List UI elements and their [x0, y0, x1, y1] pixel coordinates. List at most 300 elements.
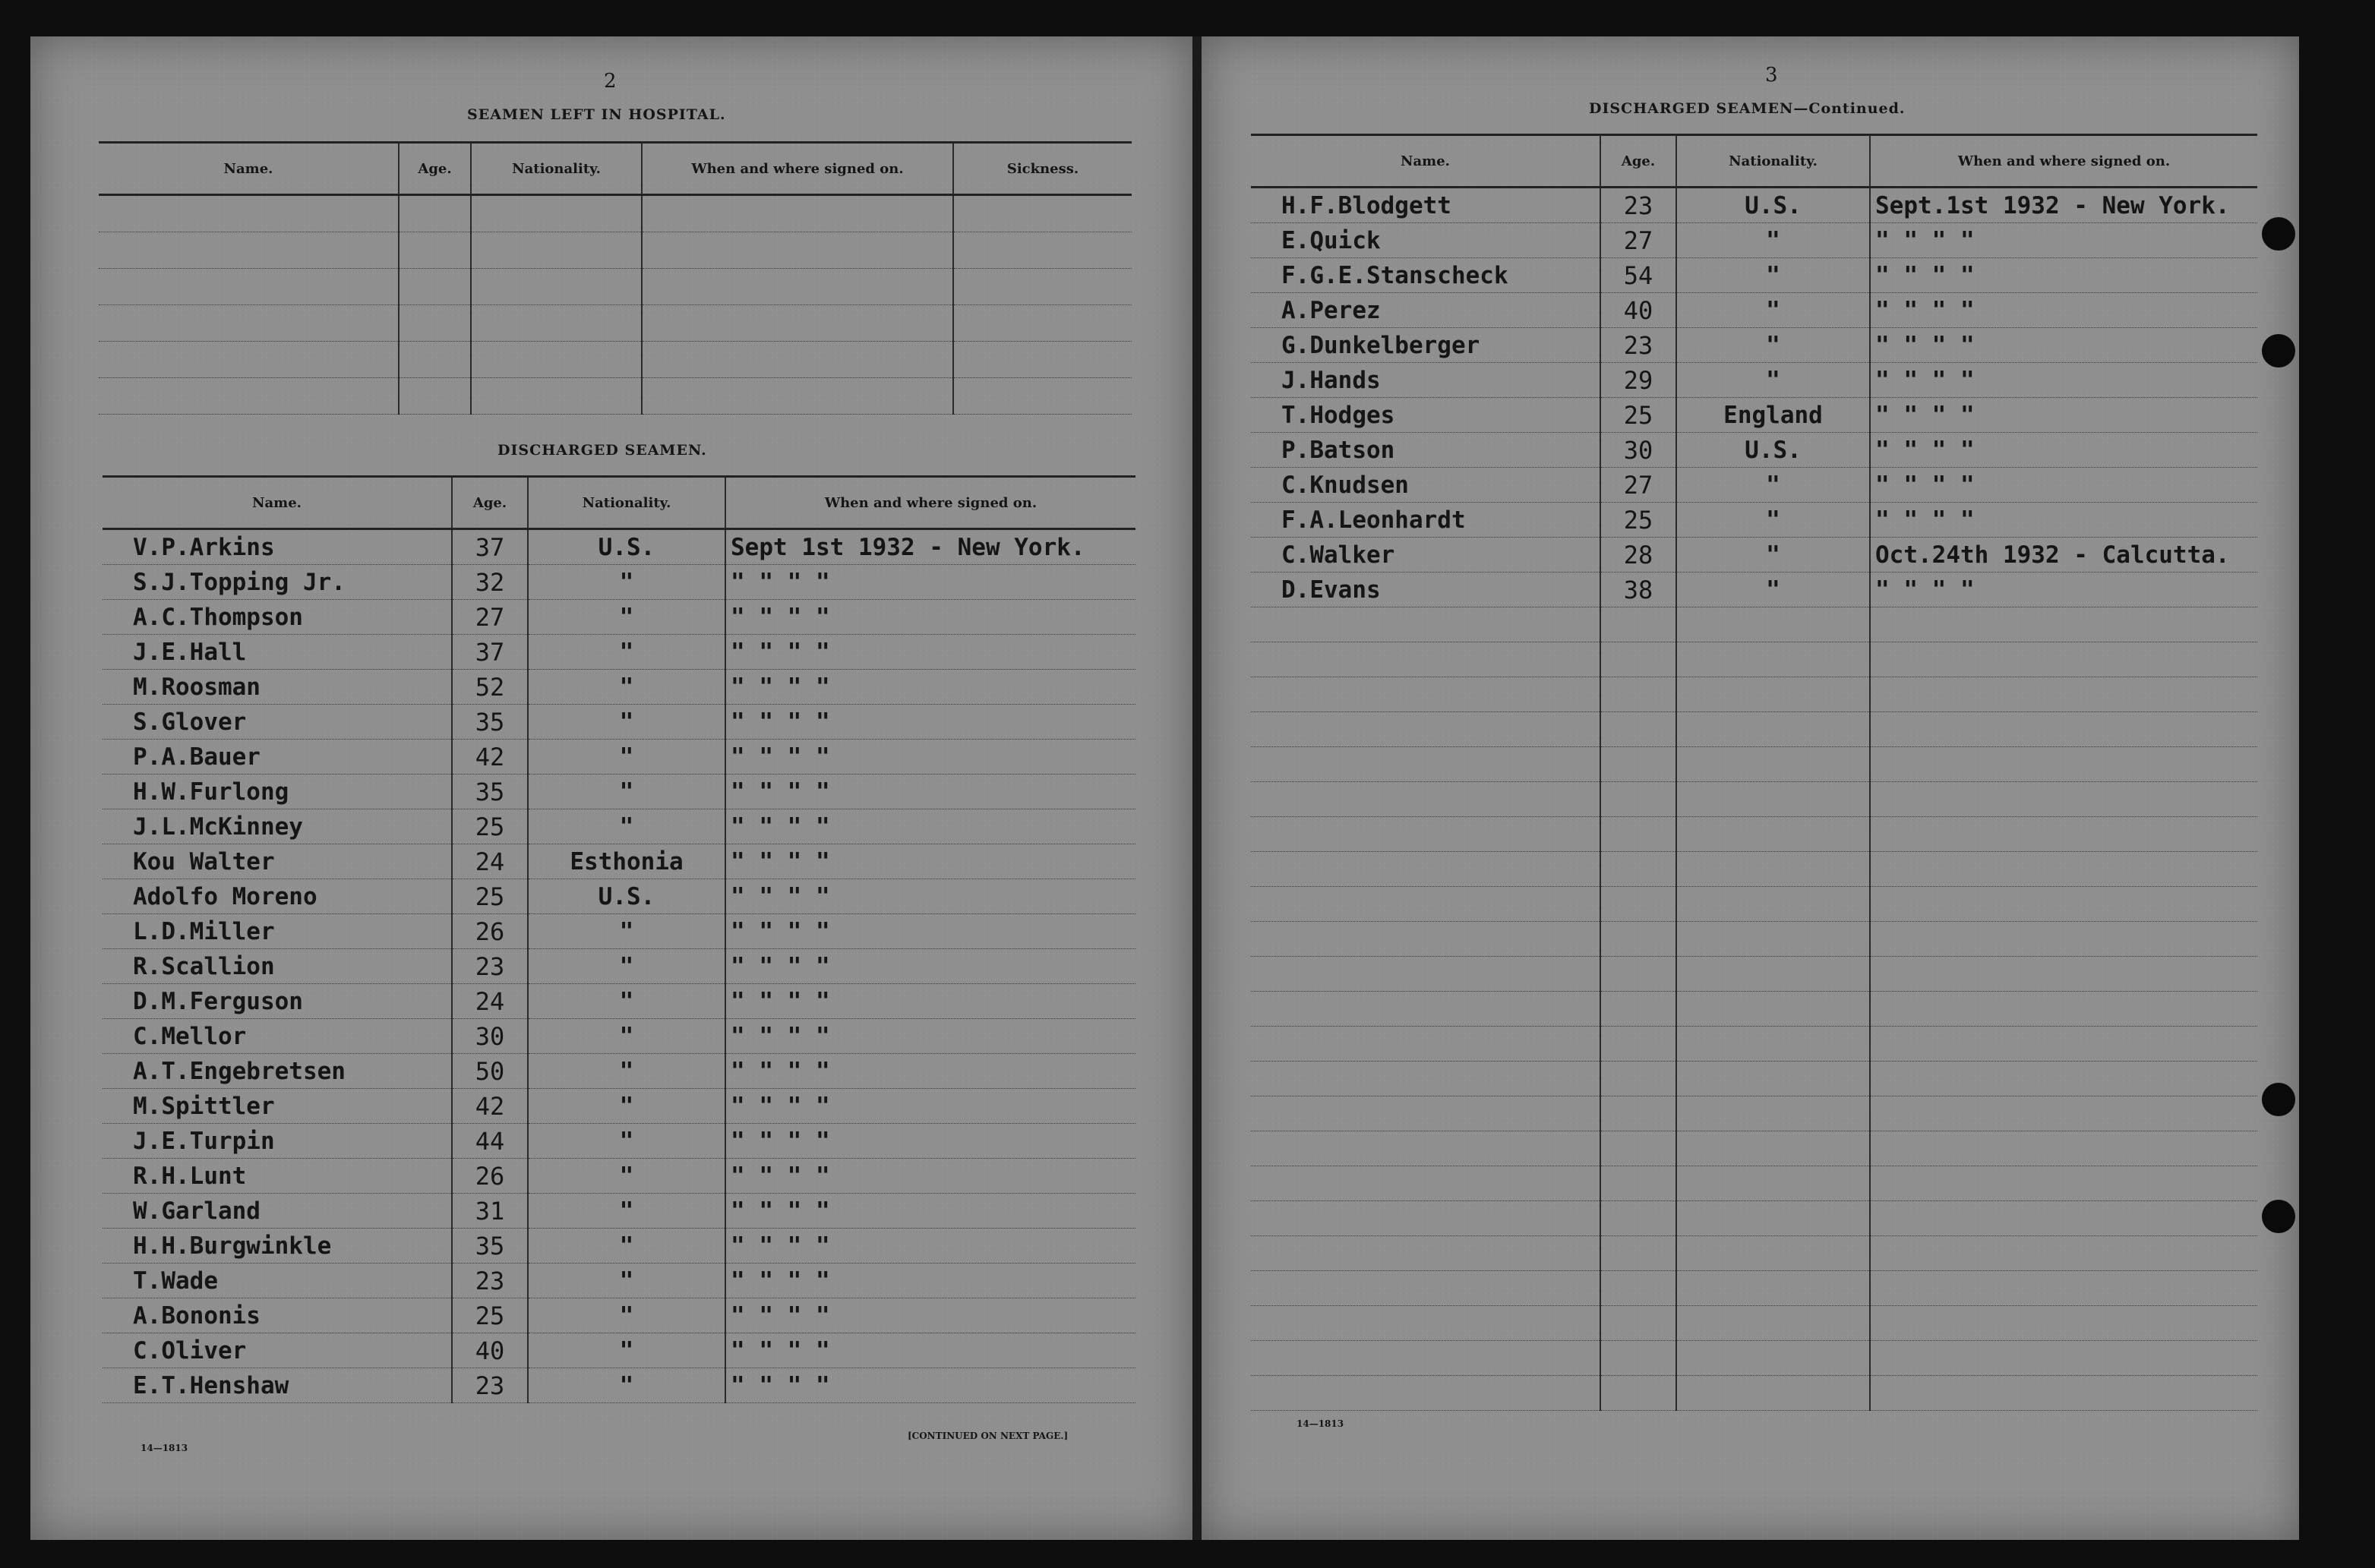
seaman-age: 40	[452, 1333, 528, 1368]
blank-cell	[1870, 712, 2257, 747]
signed-on: " " " "	[1870, 223, 2257, 258]
blank-cell	[642, 269, 953, 305]
seaman-nationality: "	[1676, 573, 1870, 607]
blank-cell	[1600, 1306, 1676, 1341]
blank-cell	[1870, 922, 2257, 957]
blank-cell	[642, 342, 953, 378]
blank-cell	[1676, 782, 1870, 817]
signed-on: " " " "	[725, 1229, 1135, 1264]
seaman-age: 25	[1600, 398, 1676, 433]
blank-cell	[1251, 712, 1600, 747]
seaman-row	[103, 565, 1135, 600]
signed-on: Sept.1st 1932 - New York.	[1870, 188, 2257, 223]
blank-cell	[1600, 1201, 1676, 1236]
column-header: Nationality.	[1676, 135, 1870, 188]
blank-cell	[1676, 922, 1870, 957]
seaman-age: 23	[452, 949, 528, 984]
seaman-name: C.Walker	[1251, 538, 1600, 573]
seaman-age: 23	[1600, 188, 1676, 223]
seaman-nationality: "	[528, 984, 725, 1019]
blank-row	[1251, 607, 2257, 642]
blank-cell	[1676, 1236, 1870, 1271]
seaman-nationality: "	[528, 740, 725, 775]
blank-cell	[1676, 957, 1870, 992]
seaman-row	[103, 1054, 1135, 1089]
signed-on: " " " "	[725, 1264, 1135, 1298]
seaman-row	[103, 809, 1135, 844]
blank-cell	[399, 342, 471, 378]
blank-cell	[1251, 1096, 1600, 1131]
signed-on: " " " "	[725, 705, 1135, 740]
seaman-name: J.E.Hall	[103, 635, 452, 670]
blank-cell	[953, 195, 1132, 232]
blank-cell	[1251, 1201, 1600, 1236]
seaman-name: A.C.Thompson	[103, 600, 452, 635]
column-header: Nationality.	[528, 477, 725, 529]
signed-on: " " " "	[1870, 503, 2257, 538]
blank-cell	[1600, 957, 1676, 992]
blank-cell	[1676, 817, 1870, 852]
seaman-row	[103, 1124, 1135, 1159]
seaman-row	[1251, 468, 2257, 503]
seaman-nationality: "	[528, 1054, 725, 1089]
seaman-row	[1251, 573, 2257, 607]
column-header: Name.	[99, 143, 399, 195]
blank-cell	[1870, 852, 2257, 887]
seaman-nationality: "	[528, 1089, 725, 1124]
blank-cell	[953, 342, 1132, 378]
blank-cell	[1251, 1271, 1600, 1306]
seaman-row	[103, 914, 1135, 949]
blank-cell	[1251, 1166, 1600, 1201]
seaman-name: H.W.Furlong	[103, 775, 452, 809]
seaman-age: 24	[452, 984, 528, 1019]
column-header: Nationality.	[471, 143, 642, 195]
seaman-nationality: England	[1676, 398, 1870, 433]
blank-cell	[1251, 817, 1600, 852]
signed-on: " " " "	[1870, 258, 2257, 293]
seaman-row	[103, 1298, 1135, 1333]
seaman-nationality: U.S.	[528, 529, 725, 565]
seaman-age: 26	[452, 1159, 528, 1194]
seaman-row	[1251, 503, 2257, 538]
seaman-nationality: "	[528, 1159, 725, 1194]
blank-cell	[1870, 1271, 2257, 1306]
seaman-age: 23	[452, 1264, 528, 1298]
blank-cell	[642, 378, 953, 415]
signed-on: " " " "	[1870, 328, 2257, 363]
blank-row	[1251, 852, 2257, 887]
seaman-age: 42	[452, 740, 528, 775]
seaman-nationality: "	[528, 914, 725, 949]
blank-row	[1251, 712, 2257, 747]
seaman-nationality: "	[1676, 538, 1870, 573]
seaman-age: 32	[452, 565, 528, 600]
signed-on: " " " "	[725, 949, 1135, 984]
blank-cell	[1676, 1166, 1870, 1201]
blank-cell	[1676, 1376, 1870, 1411]
blank-cell	[1870, 1306, 2257, 1341]
seaman-nationality: "	[528, 1333, 725, 1368]
blank-row	[1251, 992, 2257, 1027]
blank-row	[1251, 1096, 2257, 1131]
blank-cell	[1870, 992, 2257, 1027]
blank-cell	[471, 232, 642, 269]
blank-cell	[1676, 1306, 1870, 1341]
blank-cell	[1600, 1062, 1676, 1096]
blank-cell	[99, 232, 399, 269]
blank-row	[99, 305, 1132, 342]
seaman-age: 44	[452, 1124, 528, 1159]
blank-cell	[1676, 1341, 1870, 1376]
blank-cell	[399, 195, 471, 232]
seaman-name: C.Knudsen	[1251, 468, 1600, 503]
blank-cell	[99, 269, 399, 305]
seaman-age: 31	[452, 1194, 528, 1229]
signed-on: " " " "	[725, 879, 1135, 914]
seaman-name: E.Quick	[1251, 223, 1600, 258]
blank-row	[1251, 1131, 2257, 1166]
seaman-age: 27	[452, 600, 528, 635]
seaman-row	[1251, 223, 2257, 258]
blank-cell	[953, 378, 1132, 415]
seaman-name: H.H.Burgwinkle	[103, 1229, 452, 1264]
seaman-age: 30	[452, 1019, 528, 1054]
blank-cell	[1251, 852, 1600, 887]
seaman-nationality: "	[528, 949, 725, 984]
blank-row	[1251, 1376, 2257, 1411]
column-header: When and where signed on.	[642, 143, 953, 195]
signed-on: " " " "	[1870, 293, 2257, 328]
seaman-row	[1251, 538, 2257, 573]
blank-cell	[1870, 1341, 2257, 1376]
blank-cell	[1676, 1062, 1870, 1096]
blank-cell	[1251, 887, 1600, 922]
signed-on: " " " "	[725, 844, 1135, 879]
right-page	[1202, 36, 2299, 1540]
blank-cell	[1870, 642, 2257, 677]
punch-hole	[2262, 1083, 2295, 1116]
seaman-row	[1251, 188, 2257, 223]
page-number: 3	[1765, 64, 1778, 87]
blank-cell	[1600, 677, 1676, 712]
blank-cell	[642, 232, 953, 269]
page-fold	[1192, 36, 1202, 1540]
blank-cell	[1870, 957, 2257, 992]
blank-row	[1251, 1201, 2257, 1236]
column-header: Name.	[103, 477, 452, 529]
punch-hole	[2262, 1200, 2295, 1233]
discharged-continued-table	[1251, 134, 2257, 1411]
blank-cell	[1676, 992, 1870, 1027]
page-number: 2	[604, 70, 617, 93]
seaman-nationality: "	[528, 809, 725, 844]
blank-cell	[1251, 992, 1600, 1027]
blank-cell	[1870, 677, 2257, 712]
signed-on: " " " "	[725, 600, 1135, 635]
seaman-row	[103, 1159, 1135, 1194]
blank-cell	[1600, 747, 1676, 782]
punch-hole	[2262, 334, 2295, 368]
seaman-row	[103, 600, 1135, 635]
blank-cell	[1251, 747, 1600, 782]
seaman-age: 35	[452, 775, 528, 809]
blank-cell	[1676, 677, 1870, 712]
seaman-nationality: Esthonia	[528, 844, 725, 879]
column-header: Age.	[399, 143, 471, 195]
blank-cell	[471, 269, 642, 305]
blank-row	[1251, 747, 2257, 782]
seaman-age: 50	[452, 1054, 528, 1089]
seaman-nationality: "	[528, 1298, 725, 1333]
seaman-age: 28	[1600, 538, 1676, 573]
blank-cell	[1870, 1027, 2257, 1062]
blank-cell	[1676, 1201, 1870, 1236]
signed-on: " " " "	[725, 809, 1135, 844]
seaman-age: 26	[452, 914, 528, 949]
seaman-row	[103, 529, 1135, 565]
seaman-nationality: "	[528, 635, 725, 670]
blank-cell	[1676, 1271, 1870, 1306]
blank-cell	[1676, 1131, 1870, 1166]
blank-cell	[1251, 1062, 1600, 1096]
blank-cell	[1676, 642, 1870, 677]
signed-on: " " " "	[725, 1368, 1135, 1403]
blank-cell	[1600, 1341, 1676, 1376]
blank-row	[1251, 677, 2257, 712]
blank-cell	[1676, 887, 1870, 922]
seaman-age: 25	[452, 879, 528, 914]
blank-cell	[1600, 1131, 1676, 1166]
blank-row	[1251, 1062, 2257, 1096]
seaman-row	[103, 1194, 1135, 1229]
seaman-name: D.M.Ferguson	[103, 984, 452, 1019]
blank-cell	[1600, 887, 1676, 922]
blank-cell	[1251, 1306, 1600, 1341]
seaman-age: 25	[452, 809, 528, 844]
blank-cell	[1870, 1096, 2257, 1131]
seaman-nationality: "	[1676, 223, 1870, 258]
blank-cell	[1251, 1027, 1600, 1062]
blank-cell	[1676, 607, 1870, 642]
blank-cell	[1676, 712, 1870, 747]
seaman-name: S.Glover	[103, 705, 452, 740]
blank-cell	[642, 305, 953, 342]
hospital-table	[99, 141, 1132, 415]
blank-row	[1251, 957, 2257, 992]
seaman-nationality: "	[1676, 328, 1870, 363]
seaman-name: P.A.Bauer	[103, 740, 452, 775]
blank-row	[99, 269, 1132, 305]
blank-cell	[1676, 747, 1870, 782]
punch-hole	[2262, 217, 2295, 251]
signed-on: " " " "	[725, 670, 1135, 705]
blank-cell	[471, 342, 642, 378]
blank-cell	[953, 232, 1132, 269]
blank-cell	[1251, 642, 1600, 677]
blank-cell	[1676, 852, 1870, 887]
seaman-name: J.L.McKinney	[103, 809, 452, 844]
seaman-age: 35	[452, 705, 528, 740]
seaman-name: M.Roosman	[103, 670, 452, 705]
seaman-name: D.Evans	[1251, 573, 1600, 607]
column-header: Age.	[1600, 135, 1676, 188]
seaman-nationality: "	[528, 1019, 725, 1054]
blank-cell	[1251, 677, 1600, 712]
blank-cell	[99, 342, 399, 378]
signed-on: " " " "	[725, 1298, 1135, 1333]
signed-on: " " " "	[725, 565, 1135, 600]
blank-cell	[1676, 1027, 1870, 1062]
blank-cell	[471, 378, 642, 415]
seaman-age: 37	[452, 529, 528, 565]
blank-cell	[1870, 817, 2257, 852]
signed-on: " " " "	[725, 1124, 1135, 1159]
seaman-name: Kou Walter	[103, 844, 452, 879]
signed-on: Oct.24th 1932 - Calcutta.	[1870, 538, 2257, 573]
blank-row	[1251, 1027, 2257, 1062]
seaman-age: 40	[1600, 293, 1676, 328]
seaman-row	[103, 1019, 1135, 1054]
seaman-age: 38	[1600, 573, 1676, 607]
blank-cell	[1600, 992, 1676, 1027]
blank-cell	[1600, 782, 1676, 817]
seaman-nationality: U.S.	[528, 879, 725, 914]
seaman-age: 30	[1600, 433, 1676, 468]
blank-cell	[99, 305, 399, 342]
signed-on: " " " "	[1870, 363, 2257, 398]
signed-on: " " " "	[725, 1194, 1135, 1229]
signed-on: " " " "	[725, 1159, 1135, 1194]
signed-on: " " " "	[725, 1019, 1135, 1054]
signed-on: Sept 1st 1932 - New York.	[725, 529, 1135, 565]
seaman-nationality: "	[528, 705, 725, 740]
column-header: Sickness.	[953, 143, 1132, 195]
seaman-nationality: U.S.	[1676, 433, 1870, 468]
signed-on: " " " "	[725, 775, 1135, 809]
seaman-name: J.Hands	[1251, 363, 1600, 398]
blank-row	[1251, 1271, 2257, 1306]
seaman-name: V.P.Arkins	[103, 529, 452, 565]
blank-row	[99, 232, 1132, 269]
seaman-row	[103, 844, 1135, 879]
seaman-name: T.Wade	[103, 1264, 452, 1298]
column-header: Age.	[452, 477, 528, 529]
seaman-row	[1251, 258, 2257, 293]
seaman-row	[103, 670, 1135, 705]
discharged-title: DISCHARGED SEAMEN.	[497, 442, 707, 459]
seaman-name: S.J.Topping Jr.	[103, 565, 452, 600]
seaman-name: M.Spittler	[103, 1089, 452, 1124]
blank-cell	[99, 195, 399, 232]
blank-cell	[1600, 1236, 1676, 1271]
blank-row	[99, 342, 1132, 378]
blank-cell	[1251, 922, 1600, 957]
form-number: 14—1813	[1296, 1418, 1344, 1429]
hospital-title: SEAMEN LEFT IN HOSPITAL.	[467, 106, 726, 123]
seaman-age: 24	[452, 844, 528, 879]
blank-cell	[1600, 1376, 1676, 1411]
signed-on: " " " "	[725, 914, 1135, 949]
seaman-age: 42	[452, 1089, 528, 1124]
seaman-row	[1251, 398, 2257, 433]
seaman-age: 27	[1600, 223, 1676, 258]
blank-cell	[1600, 1096, 1676, 1131]
seaman-name: G.Dunkelberger	[1251, 328, 1600, 363]
discharged-table	[103, 475, 1135, 1403]
blank-cell	[1600, 1271, 1676, 1306]
blank-cell	[1600, 1166, 1676, 1201]
seaman-nationality: "	[1676, 293, 1870, 328]
seaman-row	[103, 1229, 1135, 1264]
blank-cell	[1251, 1376, 1600, 1411]
seaman-age: 35	[452, 1229, 528, 1264]
blank-row	[1251, 817, 2257, 852]
seaman-age: 29	[1600, 363, 1676, 398]
seaman-nationality: "	[528, 670, 725, 705]
seaman-name: F.G.E.Stanscheck	[1251, 258, 1600, 293]
signed-on: " " " "	[725, 1089, 1135, 1124]
seaman-nationality: "	[528, 775, 725, 809]
blank-cell	[399, 378, 471, 415]
seaman-row	[103, 1089, 1135, 1124]
signed-on: " " " "	[1870, 573, 2257, 607]
seaman-nationality: "	[528, 1368, 725, 1403]
blank-cell	[399, 232, 471, 269]
blank-row	[99, 378, 1132, 415]
seaman-age: 25	[1600, 503, 1676, 538]
seaman-row	[103, 740, 1135, 775]
blank-cell	[399, 305, 471, 342]
seaman-name: H.F.Blodgett	[1251, 188, 1600, 223]
seaman-name: C.Oliver	[103, 1333, 452, 1368]
blank-cell	[1600, 642, 1676, 677]
column-header: When and where signed on.	[725, 477, 1135, 529]
continued-note: [CONTINUED ON NEXT PAGE.]	[908, 1431, 1069, 1441]
left-page	[30, 36, 1192, 1540]
seaman-row	[1251, 328, 2257, 363]
seaman-nationality: "	[528, 1194, 725, 1229]
signed-on: " " " "	[1870, 468, 2257, 503]
seaman-name: C.Mellor	[103, 1019, 452, 1054]
blank-cell	[1870, 1236, 2257, 1271]
seaman-row	[103, 949, 1135, 984]
blank-cell	[471, 195, 642, 232]
signed-on: " " " "	[725, 984, 1135, 1019]
seaman-row	[103, 1264, 1135, 1298]
blank-cell	[1870, 747, 2257, 782]
seaman-nationality: "	[528, 1229, 725, 1264]
seaman-nationality: "	[1676, 503, 1870, 538]
seaman-nationality: "	[528, 565, 725, 600]
signed-on: " " " "	[725, 635, 1135, 670]
signed-on: " " " "	[725, 1333, 1135, 1368]
signed-on: " " " "	[1870, 433, 2257, 468]
seaman-name: W.Garland	[103, 1194, 452, 1229]
discharged-continued-title: DISCHARGED SEAMEN—Continued.	[1589, 100, 1906, 117]
blank-cell	[1870, 1201, 2257, 1236]
seaman-age: 52	[452, 670, 528, 705]
blank-cell	[1870, 1131, 2257, 1166]
blank-cell	[1870, 782, 2257, 817]
blank-cell	[471, 305, 642, 342]
seaman-row	[103, 705, 1135, 740]
seaman-row	[103, 879, 1135, 914]
seaman-age: 23	[452, 1368, 528, 1403]
seaman-row	[103, 984, 1135, 1019]
column-header: Name.	[1251, 135, 1600, 188]
blank-row	[1251, 642, 2257, 677]
